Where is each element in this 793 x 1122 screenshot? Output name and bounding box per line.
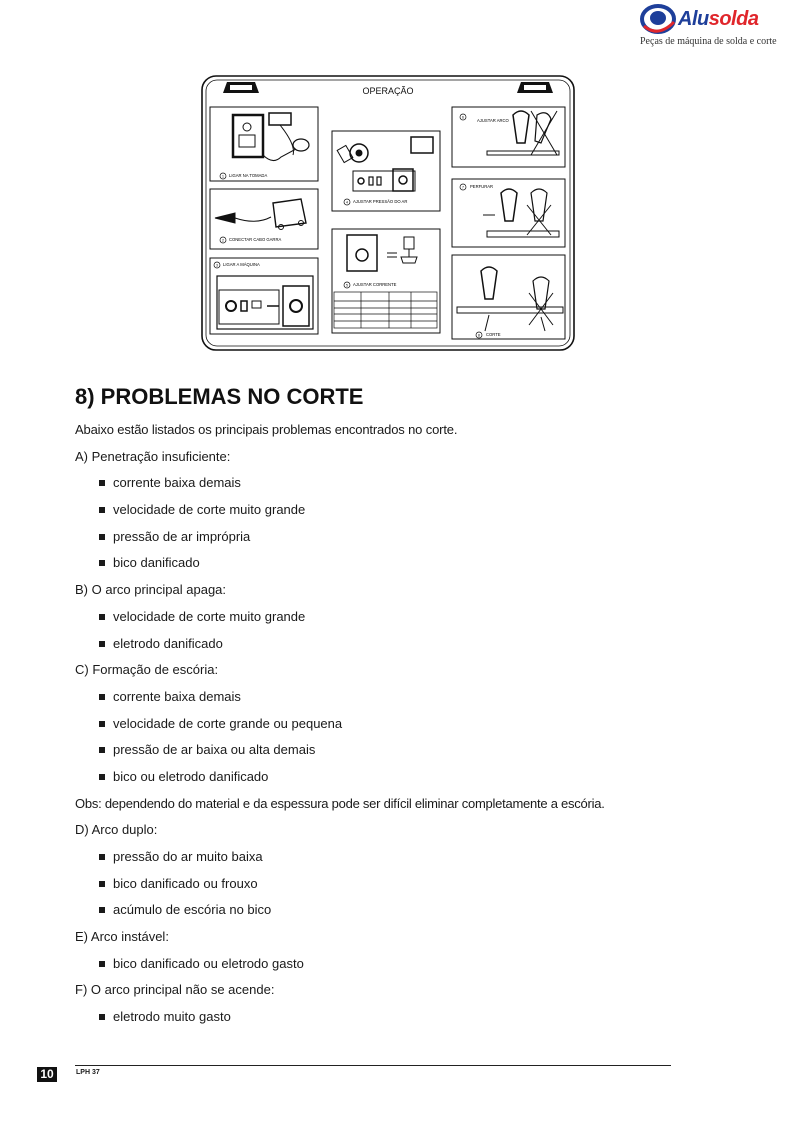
bullet-icon: [99, 534, 105, 540]
bullet-icon: [99, 721, 105, 727]
list-item: corrente baixa demais: [75, 473, 725, 500]
footer-rule: [75, 1065, 671, 1066]
intro-text: Abaixo estão listados os principais problemas encontrados no corte.: [75, 422, 458, 437]
list-item: bico danificado: [75, 553, 725, 580]
step-number: 5: [346, 283, 348, 288]
group-label-c: C) Formação de escória:: [75, 662, 219, 678]
step-label: LIGAR NA TOMADA: [229, 173, 268, 178]
list-item: pressão do ar muito baixa: [75, 847, 725, 874]
step-label: PERFURAR: [470, 184, 494, 189]
group-label-a: A) Penetração insuficiente:: [75, 448, 231, 464]
esab-badge-left: [223, 82, 259, 93]
list-item: velocidade de corte muito grande: [75, 607, 725, 634]
bullet-icon: [99, 560, 105, 566]
logo-tagline: Peças de máquina de solda e corte: [640, 36, 777, 47]
group-label-f: F) O arco principal não se acende:: [75, 982, 275, 998]
problems-list: [75, 420, 725, 1034]
bullet-icon: [99, 641, 105, 647]
bullet-icon: [99, 907, 105, 913]
step-label: CORTE: [486, 332, 501, 337]
list-item: bico ou eletrodo danificado: [75, 767, 725, 794]
step-label: CONECTAR CABO GARRA: [229, 237, 282, 242]
figure-title: OPERAÇÃO: [362, 86, 414, 96]
list-item: pressão de ar imprópria: [75, 527, 725, 554]
list-item: pressão de ar baixa ou alta demais: [75, 740, 725, 767]
step-label: AJUSTAR CORRENTE: [353, 282, 397, 287]
bullet-icon: [99, 774, 105, 780]
group-label-e: E) Arco instável:: [75, 929, 169, 945]
step-number: 7: [462, 185, 464, 190]
obs-note: Obs: dependendo do material e da espessura pode ser difícil eliminar completamente a escória.: [75, 795, 605, 811]
list-item: bico danificado ou eletrodo gasto: [75, 954, 725, 981]
bullet-icon: [99, 507, 105, 513]
step-number: 6: [462, 115, 464, 120]
section-title: 8) PROBLEMAS NO CORTE: [75, 384, 364, 409]
group-label-b: B) O arco principal apaga:: [75, 582, 227, 598]
model-label: LPH 37: [76, 1069, 100, 1076]
list-item: acúmulo de escória no bico: [75, 900, 725, 927]
step-number: 8: [478, 333, 480, 338]
logo-swirl-icon: [640, 4, 678, 34]
step-label: LIGAR A MÁQUINA: [223, 262, 260, 267]
bullet-icon: [99, 480, 105, 486]
step-number: 4: [346, 200, 348, 205]
bullet-icon: [99, 961, 105, 967]
step-number: 1: [222, 174, 224, 179]
step-number: 3: [216, 263, 218, 268]
brand-logo: [636, 4, 777, 50]
bullet-icon: [99, 614, 105, 620]
logo-wordmark: Alusolda: [678, 8, 759, 30]
group-label-d: D) Arco duplo:: [75, 822, 158, 838]
list-item: corrente baixa demais: [75, 687, 725, 714]
list-item: bico danificado ou frouxo: [75, 874, 725, 901]
bullet-icon: [99, 694, 105, 700]
list-item: eletrodo muito gasto: [75, 1007, 725, 1034]
bullet-icon: [99, 1014, 105, 1020]
step-label: AJUSTAR PRESSÃO DO AR: [353, 199, 408, 204]
bullet-icon: [99, 747, 105, 753]
list-item: eletrodo danificado: [75, 634, 725, 661]
esab-badge-right: [517, 82, 553, 93]
page-number: 10: [37, 1067, 57, 1082]
list-item: velocidade de corte grande ou pequena: [75, 714, 725, 741]
bullet-icon: [99, 881, 105, 887]
step-label: AJUSTAR ARCO: [477, 118, 509, 123]
operation-figure: [201, 75, 575, 351]
bullet-icon: [99, 854, 105, 860]
list-item: velocidade de corte muito grande: [75, 500, 725, 527]
step-number: 2: [222, 238, 224, 243]
